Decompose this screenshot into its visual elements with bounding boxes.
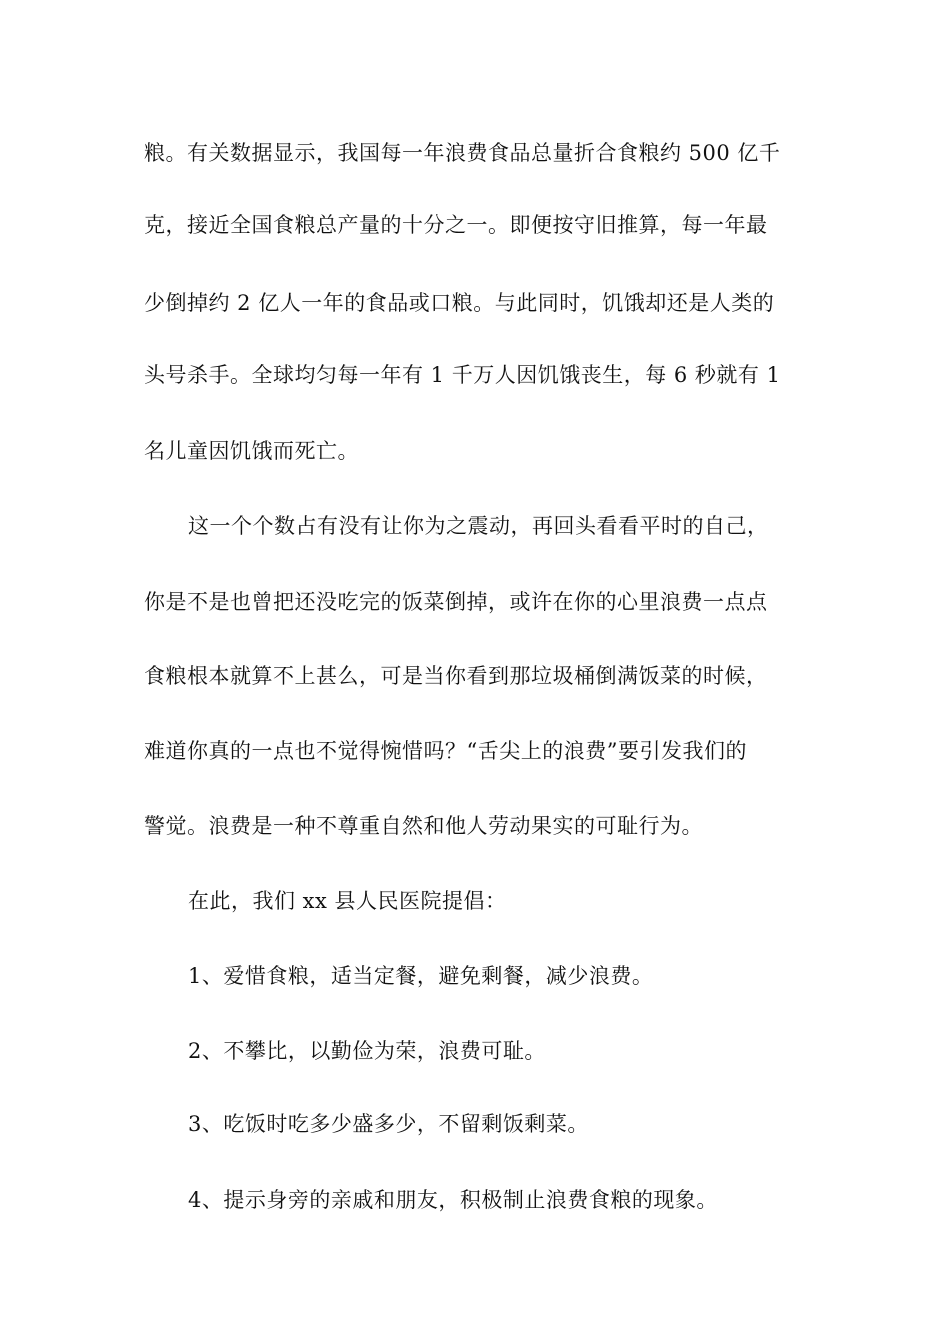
intro-line: 在此，我们 xx 县人民医院提倡： xyxy=(188,889,507,913)
list-item: 1、爱惜食粮，适当定餐，避免剩餐，减少浪费。 xyxy=(188,964,654,988)
paragraph-line: 这一个个数占有没有让你为之震动，再回头看看平时的自己， xyxy=(188,514,769,538)
paragraph-line: 食粮根本就算不上甚么，可是当你看到那垃圾桶倒满饭菜的时候， xyxy=(144,664,768,688)
list-item: 3、吃饭时吃多少盛多少，不留剩饭剩菜。 xyxy=(188,1112,589,1136)
paragraph-line: 头号杀手。全球均匀每一年有 1 千万人因饥饿丧生，每 6 秒就有 1 xyxy=(144,363,781,387)
paragraph-line: 名儿童因饥饿而死亡。 xyxy=(144,439,359,463)
list-item: 2、不攀比，以勤俭为荣，浪费可耻。 xyxy=(188,1039,546,1063)
paragraph-line: 你是不是也曾把还没吃完的饭菜倒掉，或许在你的心里浪费一点点 xyxy=(144,590,768,614)
list-item: 4、提示身旁的亲戚和朋友，积极制止浪费食粮的现象。 xyxy=(188,1188,718,1212)
paragraph-line: 粮。有关数据显示，我国每一年浪费食品总量折合食粮约 500 亿千 xyxy=(144,141,781,165)
paragraph-line: 克，接近全国食粮总产量的十分之一。即便按守旧推算，每一年最 xyxy=(144,213,768,237)
paragraph-line: 少倒掉约 2 亿人一年的食品或口粮。与此同时，饥饿却还是人类的 xyxy=(144,291,775,315)
paragraph-line: 难道你真的一点也不觉得惋惜吗？“舌尖上的浪费”要引发我们的 xyxy=(144,739,747,763)
paragraph-line: 警觉。浪费是一种不尊重自然和他人劳动果实的可耻行为。 xyxy=(144,814,703,838)
